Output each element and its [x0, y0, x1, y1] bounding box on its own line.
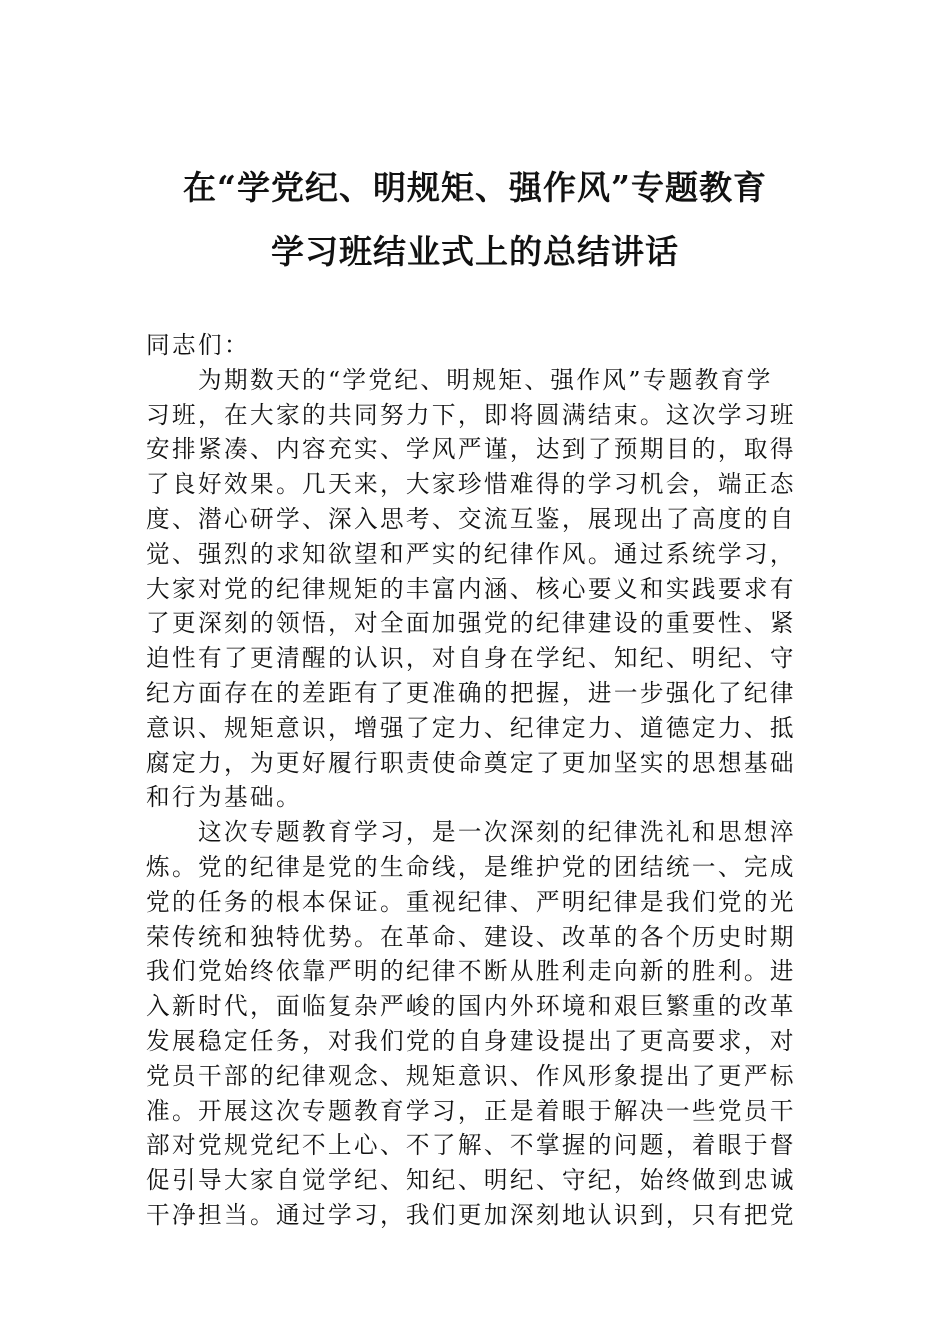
body-line: 大家对党的纪律规矩的丰富内涵、核心要义和实践要求有 [146, 574, 796, 603]
body-line: 纪方面存在的差距有了更准确的把握，进一步强化了纪律 [146, 678, 796, 707]
document-body [146, 328, 808, 1233]
body-line: 党员干部的纪律观念、规矩意识、作风形象提出了更严标 [146, 1061, 796, 1090]
body-line: 荣传统和独特优势。在革命、建设、改革的各个历史时期 [146, 922, 796, 951]
body-line: 习班，在大家的共同努力下，即将圆满结束。这次学习班 [146, 400, 796, 429]
body-line: 部对党规党纪不上心、不了解、不掌握的问题，着眼于督 [146, 1131, 796, 1160]
body-line: 觉、强烈的求知欲望和严实的纪律作风。通过系统学习， [146, 539, 796, 568]
body-line: 安排紧凑、内容充实、学风严谨，达到了预期目的，取得 [146, 435, 796, 464]
body-line: 促引导大家自觉学纪、知纪、明纪、守纪，始终做到忠诚 [146, 1166, 796, 1195]
body-line: 腐定力，为更好履行职责使命奠定了更加坚实的思想基础 [146, 748, 796, 777]
document-title [100, 156, 850, 284]
body-line: 意识、规矩意识，增强了定力、纪律定力、道德定力、抵 [146, 713, 796, 742]
body-line: 干净担当。通过学习，我们更加深刻地认识到，只有把党 [146, 1200, 796, 1229]
body-line: 准。开展这次专题教育学习，正是着眼于解决一些党员干 [146, 1096, 796, 1125]
body-line: 为期数天的“学党纪、明规矩、强作风”专题教育学 [146, 365, 773, 394]
title-line-1: 在“学党纪、明规矩、强作风”专题教育 [183, 168, 767, 207]
body-line: 迫性有了更清醒的认识，对自身在学纪、知纪、明纪、守 [146, 644, 796, 673]
body-line: 度、潜心研学、深入思考、交流互鉴，展现出了高度的自 [146, 504, 796, 533]
body-line: 这次专题教育学习，是一次深刻的纪律洗礼和思想淬 [146, 818, 796, 847]
body-line: 和行为基础。 [146, 783, 302, 812]
body-line: 了更深刻的领悟，对全面加强党的纪律建设的重要性、紧 [146, 609, 796, 638]
body-line: 发展稳定任务，对我们党的自身建设提出了更高要求，对 [146, 1026, 796, 1055]
body-line: 了良好效果。几天来，大家珍惜难得的学习机会，端正态 [146, 470, 796, 499]
body-line: 我们党始终依靠严明的纪律不断从胜利走向新的胜利。进 [146, 957, 796, 986]
body-line: 党的任务的根本保证。重视纪律、严明纪律是我们党的光 [146, 887, 796, 916]
salutation: 同志们： [146, 331, 250, 359]
title-line-2: 学习班结业式上的总结讲话 [271, 232, 679, 271]
body-line: 炼。党的纪律是党的生命线，是维护党的团结统一、完成 [146, 852, 796, 881]
body-line: 入新时代，面临复杂严峻的国内外环境和艰巨繁重的改革 [146, 992, 796, 1021]
